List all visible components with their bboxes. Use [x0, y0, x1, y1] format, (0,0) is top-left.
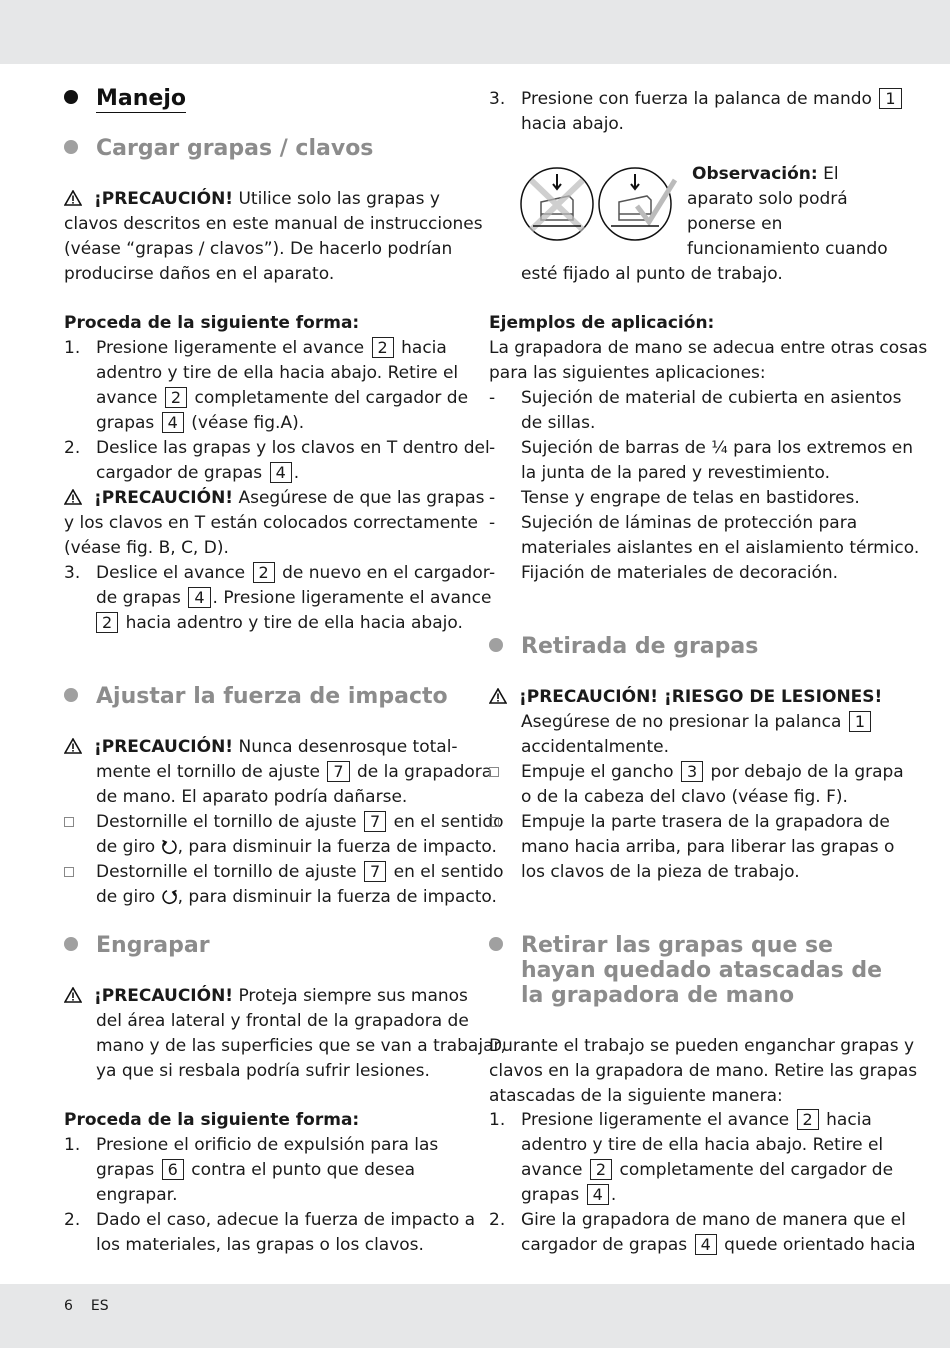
text-line: mano hacia arriba, para liberar las grapas o	[521, 837, 895, 857]
text-line: engrapar.	[96, 1185, 178, 1205]
text-line: clavos descritos en este manual de instrucciones	[64, 214, 483, 234]
text-line: Durante el trabajo se pueden enganchar grapas y	[489, 1036, 915, 1056]
text-line: Tense y engrape de telas en bastidores.	[521, 488, 860, 508]
text-line: grapas 4 (véase fig.A).	[96, 413, 305, 433]
step-number: 1.	[64, 1135, 81, 1155]
step-number: 3.	[489, 89, 506, 109]
text-line: Gire la grapadora de mano de manera que el	[521, 1210, 906, 1230]
square-bullet	[64, 810, 74, 835]
text-line: avance 2 completamente del cargador de	[96, 388, 469, 408]
square-bullet-icon	[489, 817, 499, 827]
procedure-title: Proceda de la siguiente forma:	[64, 313, 360, 333]
text-line: La grapadora de mano se adecua entre otras cosas	[489, 338, 928, 358]
text-line: clavos en la grapadora de mano. Retire las grapas	[489, 1061, 918, 1081]
text-line: materiales aislantes en el aislamiento térmico.	[521, 538, 920, 558]
ref-box: 2	[797, 1109, 819, 1130]
warning-icon	[489, 688, 507, 704]
text-line: aparato solo podrá	[687, 189, 848, 209]
text-line: atascadas de la siguiente manera:	[489, 1086, 783, 1106]
text-line: Destornille el tornillo de ajuste 7 en el sentido	[96, 862, 504, 882]
text-line: Destornille el tornillo de ajuste 7 en el sentido	[96, 812, 504, 832]
text-line: Sujeción de barras de ¼ para los extremos en	[521, 438, 913, 458]
bullet-icon	[64, 688, 78, 702]
text-line: Deslice las grapas y los clavos en T dentro del	[96, 438, 490, 458]
text-line: Deslice el avance 2 de nuevo en el cargador	[96, 563, 490, 583]
text-line: del área lateral y frontal de la grapadora de	[96, 1011, 469, 1031]
text-line: Empuje el gancho 3 por debajo de la grapa	[521, 762, 904, 782]
text-line: ponerse en	[687, 214, 783, 234]
procedure-title: Proceda de la siguiente forma:	[64, 1110, 360, 1130]
text-line: Presione ligeramente el avance 2 hacia	[521, 1110, 872, 1130]
ref-box: 4	[270, 462, 292, 483]
text-line: ya que si resbala podría sufrir lesiones.	[96, 1061, 430, 1081]
section-title-manejo: Manejo	[64, 85, 186, 113]
text-line: los clavos de la pieza de trabajo.	[521, 862, 800, 882]
text-line: la junta de la pared y revestimiento.	[521, 463, 830, 483]
ref-box: 7	[364, 811, 386, 832]
text-line: adentro y tire de ella hacia abajo. Retire el	[521, 1135, 884, 1155]
ref-box: 2	[253, 562, 275, 583]
heading-ajustar: Ajustar la fuerza de impacto	[64, 684, 448, 709]
text-line: Dado el caso, adecue la fuerza de impacto a	[96, 1210, 476, 1230]
text-line: Asegúrese de no presionar la palanca 1	[521, 710, 873, 735]
ref-box: 4	[695, 1234, 717, 1255]
stapler-illustration	[519, 166, 677, 242]
page-footer	[64, 1298, 109, 1314]
heading-atascadas-line: hayan quedado atascadas de	[521, 958, 882, 983]
ref-box: 4	[587, 1184, 609, 1205]
dash-bullet: -	[489, 563, 496, 583]
warning-line: ¡PRECAUCIÓN! ¡RIESGO DE LESIONES!	[489, 685, 882, 710]
text-line: (véase fig. B, C, D).	[64, 538, 229, 558]
ref-box: 3	[681, 761, 703, 782]
dash-bullet: -	[489, 388, 496, 408]
step-number: 2.	[489, 1210, 506, 1230]
ref-box: 7	[327, 761, 349, 782]
page-number: 6	[64, 1298, 73, 1314]
text-line: accidentalmente.	[521, 737, 669, 757]
dash-bullet: -	[489, 488, 496, 508]
bullet-icon	[64, 140, 78, 154]
bullet-icon	[64, 90, 78, 104]
square-bullet-icon	[489, 767, 499, 777]
step-number: 1.	[489, 1110, 506, 1130]
warning-icon	[64, 489, 82, 505]
text-line: avance 2 completamente del cargador de	[521, 1160, 894, 1180]
text-line: hacia abajo.	[521, 114, 624, 134]
warning-icon	[64, 738, 82, 754]
text-line: grapas 4 .	[521, 1185, 617, 1205]
text-line: 2 hacia adentro y tire de ella hacia abajo.	[96, 611, 463, 636]
text-line: Sujeción de material de cubierta en asientos	[521, 388, 902, 408]
text-line: Observación: El	[692, 164, 839, 184]
bullet-icon	[489, 638, 503, 652]
step-number: 3.	[64, 563, 81, 583]
warning-line: ¡PRECAUCIÓN! Nunca desenrosque total-	[64, 735, 458, 760]
top-band	[0, 0, 950, 64]
text-line: mente el tornillo de ajuste 7 de la grapadora	[96, 762, 493, 782]
text-line: Presione el orificio de expulsión para las	[96, 1135, 439, 1155]
rotate-cw-icon	[161, 888, 178, 905]
text-line: Fijación de materiales de decoración.	[521, 563, 839, 583]
dash-bullet: -	[489, 438, 496, 458]
text-line: esté fijado al punto de trabajo.	[521, 264, 783, 284]
text-line: mano y de las superficies que se van a trabajar,	[96, 1036, 506, 1056]
text-line: funcionamiento cuando	[687, 239, 888, 259]
ref-box: 2	[590, 1159, 612, 1180]
warning-icon	[64, 987, 82, 1003]
examples-title: Ejemplos de aplicación:	[489, 313, 715, 333]
square-bullet	[489, 810, 499, 835]
rotate-ccw-icon	[161, 838, 178, 855]
ref-box: 7	[364, 861, 386, 882]
square-bullet	[489, 760, 499, 785]
text-line: Presione con fuerza la palanca de mando 1	[521, 87, 904, 112]
bottom-band	[0, 1284, 950, 1348]
text-line: de mano. El aparato podría dañarse.	[96, 787, 408, 807]
heading-cargar: Cargar grapas / clavos	[64, 136, 373, 161]
text-line: Presione ligeramente el avance 2 hacia	[96, 338, 447, 358]
ref-box: 1	[849, 711, 871, 732]
text-line: Sujeción de láminas de protección para	[521, 513, 858, 533]
text-line: los materiales, las grapas o los clavos.	[96, 1235, 424, 1255]
heading-engrapar: Engrapar	[64, 933, 210, 958]
language-code: ES	[90, 1298, 109, 1314]
ref-box: 6	[162, 1159, 184, 1180]
square-bullet-icon	[64, 817, 74, 827]
dash-bullet: -	[489, 513, 496, 533]
heading-retirada: Retirada de grapas	[489, 634, 758, 659]
heading-atascadas-line: la grapadora de mano	[521, 983, 795, 1008]
step-number: 1.	[64, 338, 81, 358]
warning-icon	[64, 190, 82, 206]
heading-atascadas: Retirar las grapas que se	[489, 933, 833, 958]
ref-box: 1	[879, 88, 901, 109]
text-line: y los clavos en T están colocados correctamente	[64, 513, 479, 533]
warning-line: ¡PRECAUCIÓN! Asegúrese de que las grapas	[64, 486, 485, 511]
ref-box: 2	[165, 387, 187, 408]
text-line: de giro , para disminuir la fuerza de impacto.	[96, 887, 497, 907]
bullet-icon	[64, 937, 78, 951]
bullet-icon	[489, 937, 503, 951]
text-line: o de la cabeza del clavo (véase fig. F).	[521, 787, 848, 807]
ref-box: 2	[96, 612, 118, 633]
square-bullet-icon	[64, 867, 74, 877]
warning-line: ¡PRECAUCIÓN! Utilice solo las grapas y	[64, 187, 440, 212]
ref-box: 2	[372, 337, 394, 358]
text-line: cargador de grapas 4 .	[96, 463, 300, 483]
step-number: 2.	[64, 1210, 81, 1230]
text-line: Empuje la parte trasera de la grapadora de	[521, 812, 890, 832]
text-line: cargador de grapas 4 quede orientado hacia	[521, 1235, 916, 1255]
ref-box: 4	[188, 587, 210, 608]
step-number: 2.	[64, 438, 81, 458]
text-line: adentro y tire de ella hacia abajo. Retire el	[96, 363, 459, 383]
warning-line: ¡PRECAUCIÓN! Proteja siempre sus manos	[64, 984, 468, 1009]
text-line: para las siguientes aplicaciones:	[489, 363, 766, 383]
text-line: de sillas.	[521, 413, 596, 433]
text-line: de giro , para disminuir la fuerza de impacto.	[96, 837, 497, 857]
text-line: grapas 6 contra el punto que desea	[96, 1160, 416, 1180]
text-line: producirse daños en el aparato.	[64, 264, 335, 284]
ref-box: 4	[162, 412, 184, 433]
text-line: (véase “grapas / clavos”). De hacerlo podrían	[64, 239, 453, 259]
square-bullet	[64, 860, 74, 885]
text-line: de grapas 4 . Presione ligeramente el avance	[96, 588, 492, 608]
